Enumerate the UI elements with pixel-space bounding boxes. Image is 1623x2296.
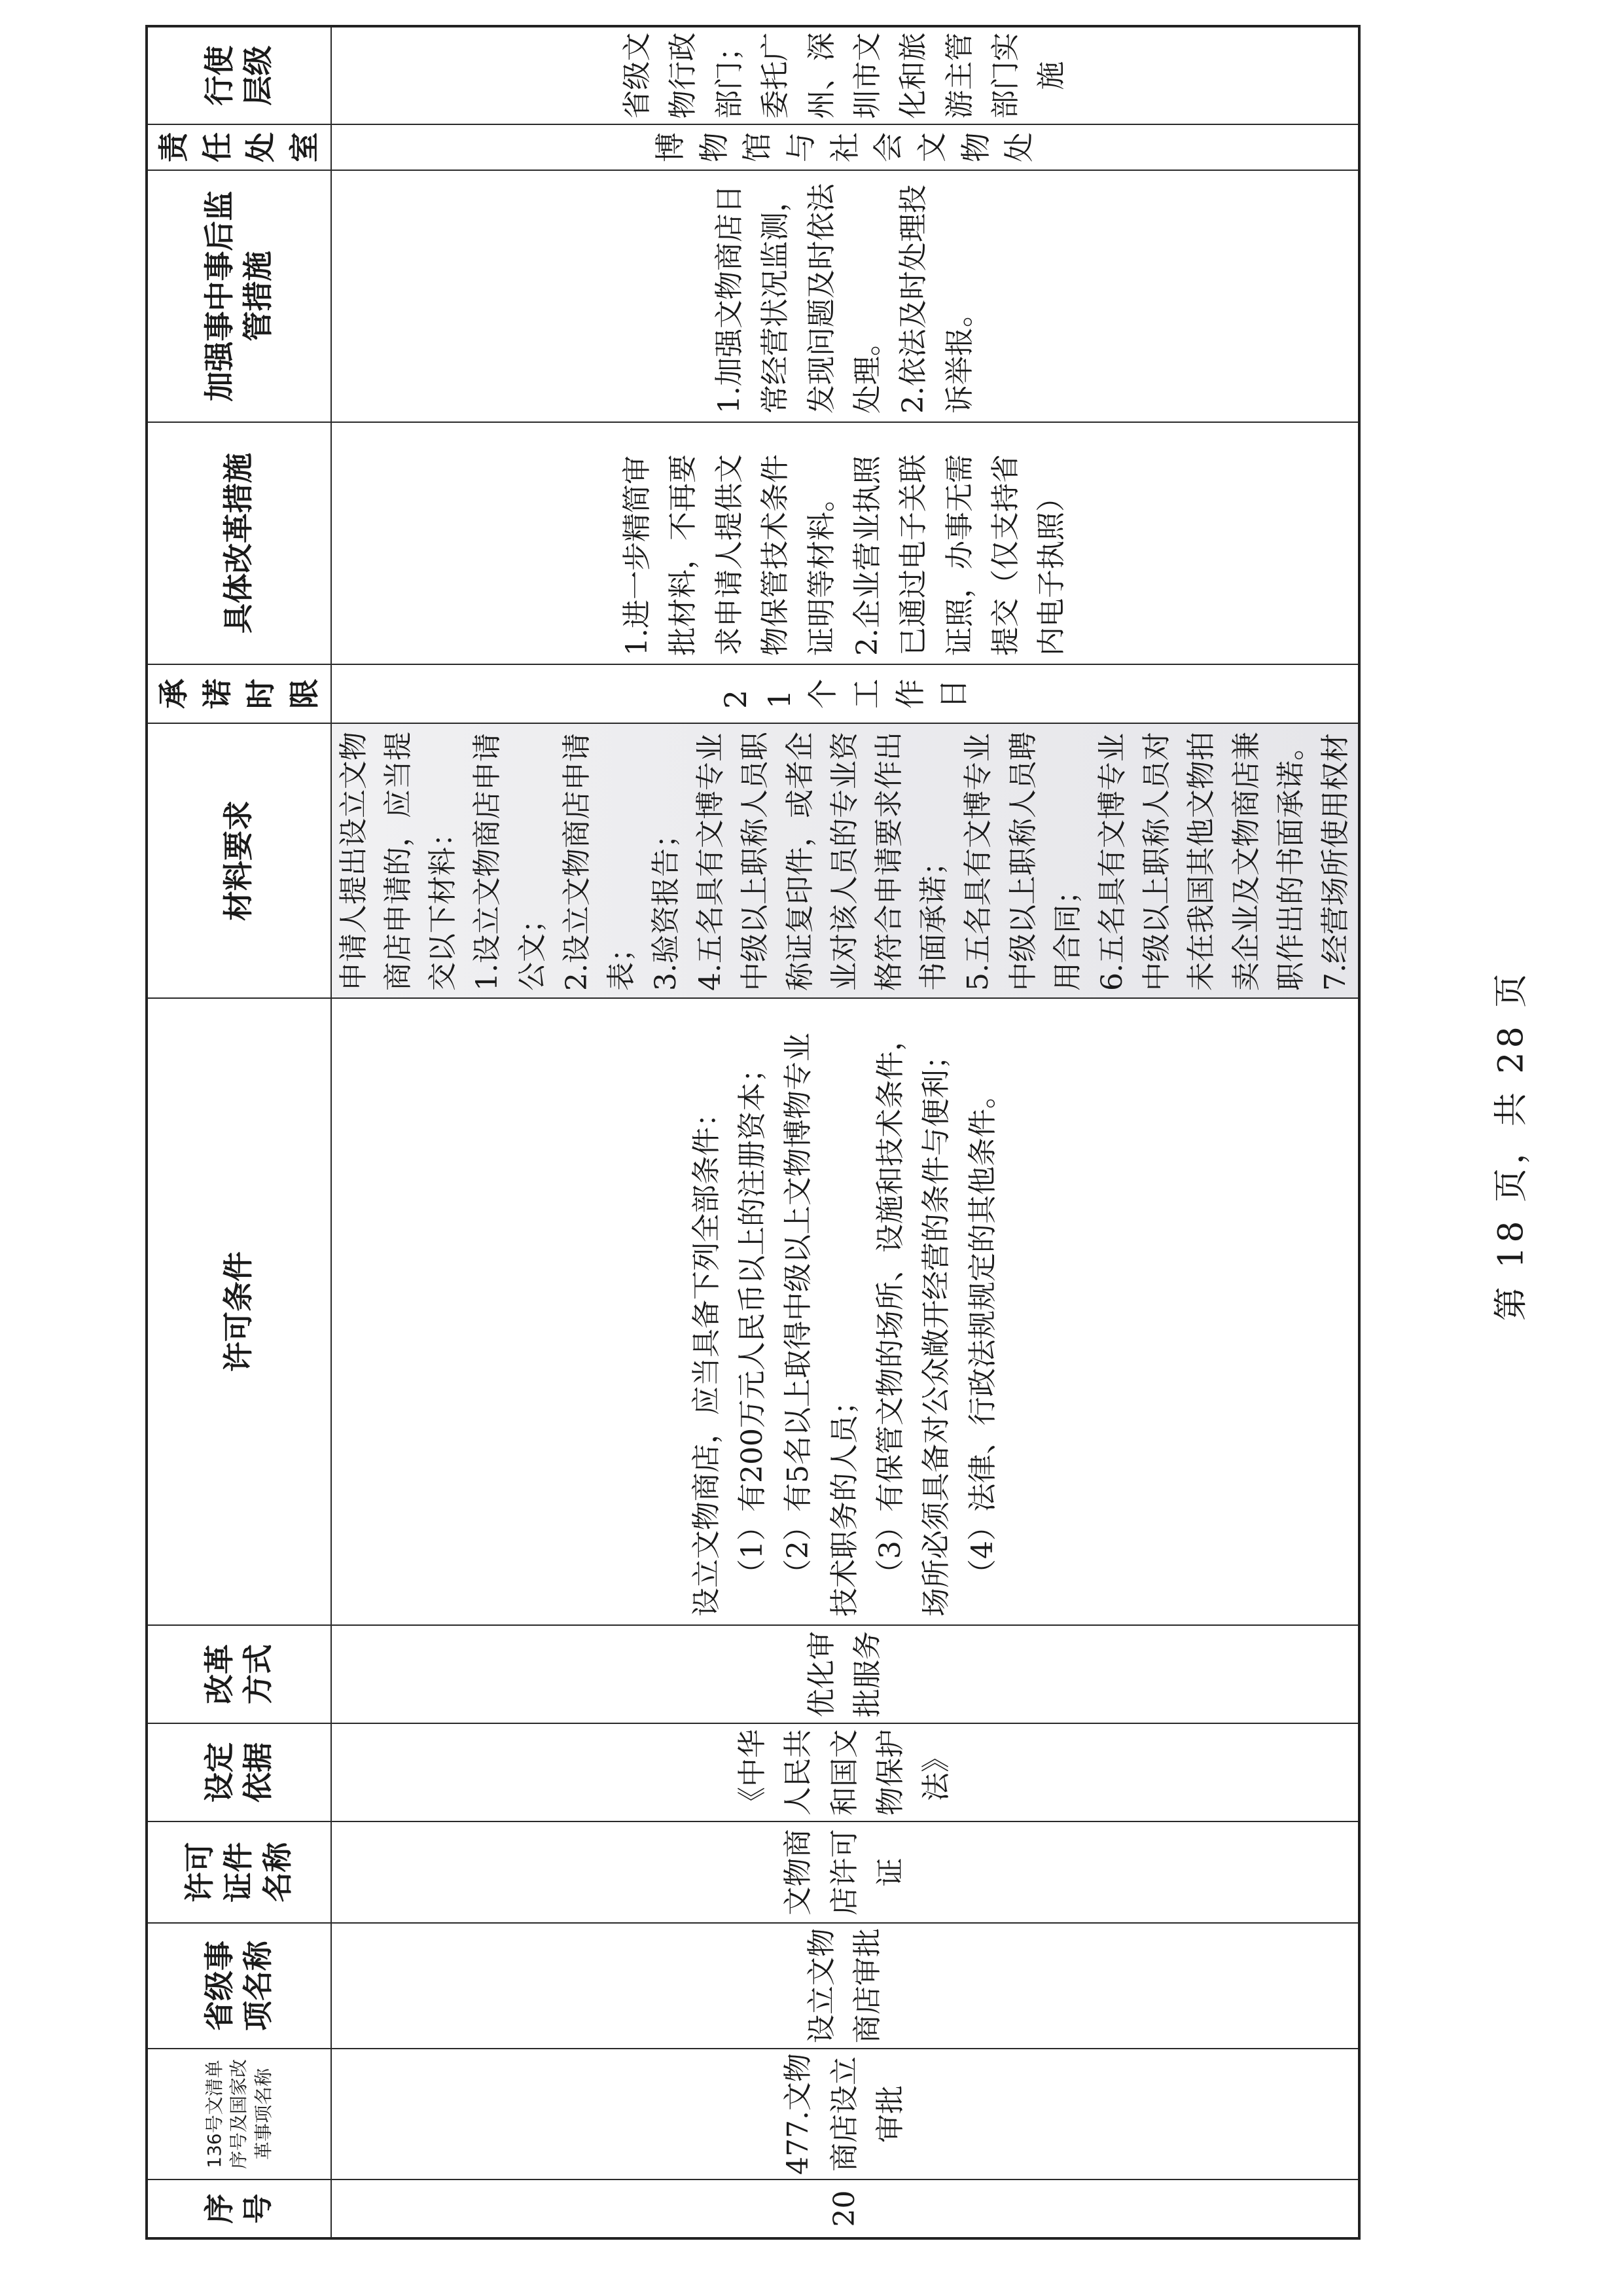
header-supervision: 加强事中事后监管措施 [147, 170, 331, 422]
header-reform-method: 改革方式 [147, 1625, 331, 1723]
materials-intro: 申请人提出设立文物商店申请的，应当提交以下材料： [336, 732, 460, 991]
material-item: 1.设立文物商店申请公文； [471, 733, 549, 991]
header-row [147, 26, 331, 2238]
cell-measures [331, 422, 1359, 664]
header-measures: 具体改革措施 [147, 422, 331, 664]
measure-item: 1.进一步精简审批材料，不再要求申请人提供文物保管技术条件证明等材料。 [620, 454, 838, 656]
cell-conditions [331, 998, 1359, 1625]
header-materials: 材料要求 [147, 723, 331, 998]
cell-seq: 20 [331, 2179, 1359, 2238]
header-legal-basis: 设定依据 [147, 1723, 331, 1821]
materials-box [332, 724, 1358, 997]
cell-time-limit: 21个工作日 [331, 664, 1359, 723]
condition-item: （2）有5名以上取得中级以上文物博物专业技术职务的人员； [781, 1033, 861, 1617]
condition-item: （4）法律、行政法规规定的其他条件。 [965, 1080, 999, 1588]
cell-supervision [331, 170, 1359, 422]
material-item: 4.五名具有文博专业中级以上职称人员职称证复印件，或者企业对该人员的专业资格符合申请要求作出书面承诺； [694, 732, 951, 991]
page-footer: 第 18 页，共 28 页 [1491, 969, 1531, 1321]
cell-reform-method: 优化审批服务 [331, 1625, 1359, 1723]
header-seq: 序号 [147, 2179, 331, 2238]
header-time-limit: 承诺时限 [147, 664, 331, 723]
cell-item-136: 477.文物商店设立审批 [331, 2049, 1359, 2179]
condition-item: （1）有200万元人民币以上的注册资本； [735, 1054, 769, 1588]
measure-item: 2.企业营业执照已通过电子关联证照，办事无需提交（仅支持省内电子执照） [850, 454, 1069, 656]
table-row [331, 26, 1359, 2238]
material-item: 7.经营场所使用权材 [1318, 733, 1352, 991]
material-item: 2.设立文物商店申请表； [560, 733, 638, 991]
material-item: 3.验资报告； [649, 819, 683, 991]
conditions-intro: 设立文物商店，应当具备下列全部条件： [689, 1098, 723, 1617]
header-license-name: 许可证件名称 [147, 1821, 331, 1923]
cell-level: 省级文物行政部门；委托广州、深圳市文化和旅游主管部门实施 [331, 26, 1359, 124]
condition-item: （3）有保管文物的场所、设施和技术条件，场所必须具备对公众敞开经营的条件与便利； [874, 1022, 954, 1617]
supervision-item: 2.依法及时处理投诉举报。 [897, 185, 976, 414]
header-department: 责任处室 [147, 124, 331, 170]
cell-license-name: 文物商店许可证 [331, 1821, 1359, 1923]
material-item: 6.五名具有文博专业中级以上职称人员对未在我国其他文物拍卖企业及文物商店兼职作出的书面承诺。 [1095, 732, 1308, 991]
header-level: 行使层级 [147, 26, 331, 124]
header-provincial-item: 省级事项名称 [147, 1923, 331, 2049]
cell-legal-basis: 《中华人民共和国文物保护法》 [331, 1723, 1359, 1821]
rotated-table-wrapper [145, 32, 1352, 2240]
cell-materials [331, 723, 1359, 998]
material-item: 5.五名具有文博专业中级以上职称人员聘用合同； [961, 732, 1084, 991]
cell-provincial-item: 设立文物商店审批 [331, 1923, 1359, 2049]
header-conditions: 许可条件 [147, 998, 331, 1625]
supervision-item: 1.加强文物商店日常经营状况监测，发现问题及时依法处理。 [712, 183, 884, 414]
cell-department: 博物馆与社会文物处 [331, 124, 1359, 170]
license-table [145, 25, 1361, 2240]
header-item-136: 136号文清单序号及国家改革事项名称 [147, 2049, 331, 2179]
